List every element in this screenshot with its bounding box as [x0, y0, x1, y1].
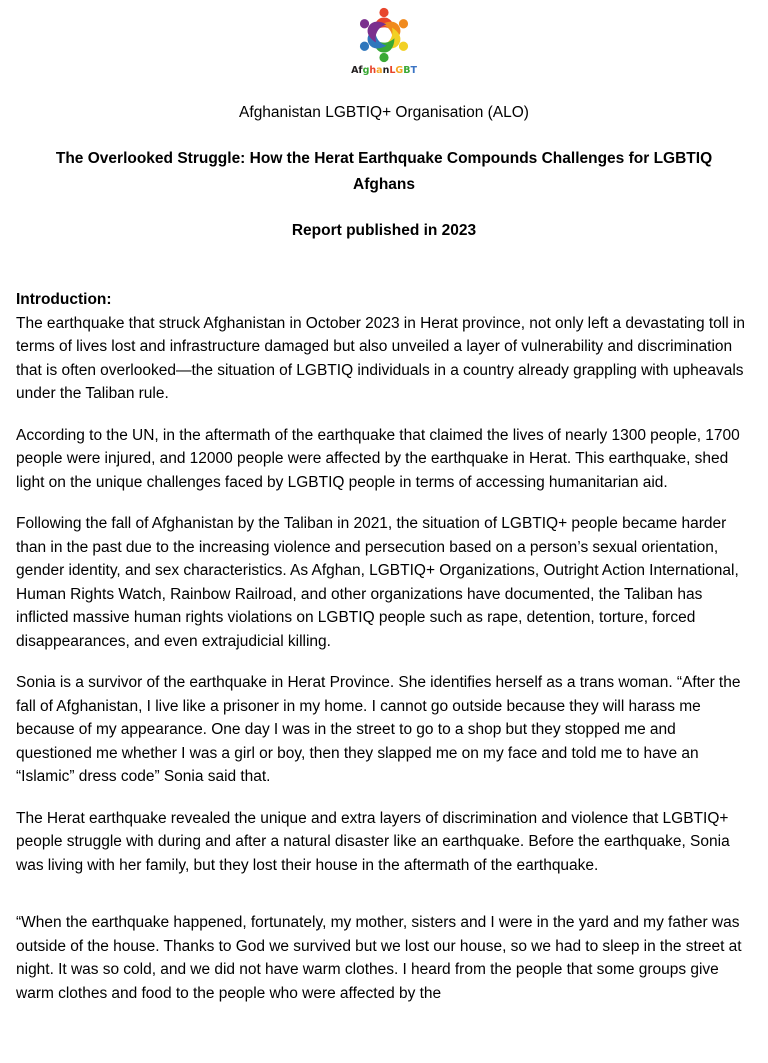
paragraph-2: According to the UN, in the aftermath of the earthquake that claimed the lives of nearly 1300 people, 1700 people were injured, and 12000 people were affected by the earthquake in Herat. This earthquake, shed light on the unique challenges faced by LGBTIQ people in terms of accessing humanitarian aid. [16, 426, 740, 491]
publication-line: Report published in 2023 [291, 222, 477, 239]
paragraph-5: The Herat earthquake revealed the unique and extra layers of discrimination and violence that LGBTIQ+ people struggle with during and after a natural disaster like an earthquake. Before the earthquake, Sonia was living with her family, but they lost their house in the aftermath of the earthquake. [16, 809, 730, 874]
afghan-lgbt-circle-icon [347, 4, 421, 64]
logo-wordmark-b: B [403, 65, 411, 76]
logo-wordmark-t: T [410, 65, 417, 76]
document-body [0, 288, 768, 1005]
logo-wordmark-a: a [376, 65, 383, 76]
page-title: The Overlooked Struggle: How the Herat Earthquake Compounds Challenges for LGBTIQ Afghans [55, 150, 713, 193]
logo-wordmark-g2: G [395, 65, 404, 76]
logo-wordmark-h: h [369, 65, 377, 76]
logo-wordmark-n: n [382, 65, 390, 76]
paragraph-3: Following the fall of Afghanistan by the Taliban in 2021, the situation of LGBTIQ+ people became harder than in the past due to the increasing violence and persecution based on a person’s sexual orientation, gender identity, and sex characteristics. As Afghan, LGBTIQ+ Organizations, Outright Action International, Human Rights Watch, Rainbow Railroad, and other organizations have documented, the Taliban has inflicted massive human rights violations on LGBTIQ people such as rape, detention, torture, forced disappearances, and even extrajudicial killing. [16, 515, 739, 650]
logo-wordmark-g: g [362, 65, 370, 76]
organisation-logo [0, 0, 768, 76]
paragraph-4: Sonia is a survivor of the earthquake in Herat Province. She identifies herself as a trans woman. “After the fall of Afghanistan, I live like a prisoner in my home. I cannot go outside because they will harass me because of my appearance. One day I was in the street to go to a shop but they stopped me and questioned me whether I was a girl or boy, then they slapped me on my face and told me to have an “Islamic” dress code” Sonia said that. [16, 674, 741, 785]
logo-wordmark [351, 65, 417, 76]
logo-wordmark-af: Af [351, 65, 363, 76]
introduction-heading: Introduction: [16, 291, 112, 308]
logo-wordmark-l: L [389, 65, 396, 76]
organisation-name: Afghanistan LGBTIQ+ Organisation (ALO) [239, 104, 529, 121]
paragraph-6: “When the earthquake happened, fortunately, my mother, sisters and I were in the yard and my father was outside of the house. Thanks to God we survived but we lost our house, so we had to sleep in the street at night. It was so cold, and we did not have warm clothes. I heard from the people that some groups give warm clothes and food to the people who were affected by the [16, 914, 742, 1002]
paragraph-1: The earthquake that struck Afghanistan in October 2023 in Herat province, not only left a devastating toll in terms of lives lost and infrastructure damaged but also unveiled a layer of vulnerability and discrimination that is often overlooked—the situation of LGBTIQ individuals in a country already grappling with upheavals under the Taliban rule. [16, 314, 745, 402]
